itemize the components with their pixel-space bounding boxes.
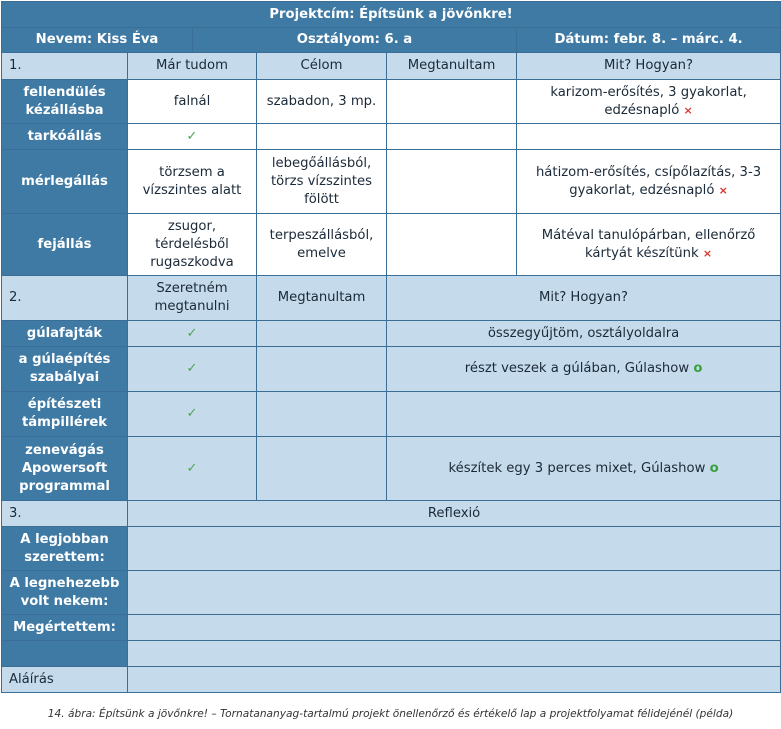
topic-label: építészeti támpillérek [2,392,128,437]
how-cell [517,214,781,276]
reflection-answer [128,527,781,571]
topic-label: gúlafajták [2,321,128,347]
how-text: hátizom-erősítés, csípőlazítás, 3-3 gyakorlat, edzésnapló [535,164,762,198]
reflection-row [2,571,781,615]
how-cell [517,150,781,214]
table-row [2,392,781,437]
col-learned: Megtanultam [387,53,517,80]
section1-header-row [2,53,781,80]
how-cell [517,80,781,124]
signature-label: Aláírás [2,667,128,693]
circle-mark-icon: o [709,460,719,476]
topic-label: a gúlaépítés szabályai [2,347,128,392]
reflection-row [2,527,781,571]
reflection-label: Megértettem: [2,615,128,641]
circle-mark-icon: o [693,361,703,376]
how-cell [387,437,781,501]
reflection-title: Reflexió [128,501,781,527]
how-cell [387,347,781,392]
knows-cell: falnál [128,80,257,124]
student-class: Osztályom: 6. a [193,28,517,53]
how-text: karizom-erősítés, 3 gyakorlat, edzésnapló [550,84,747,118]
goal-cell [257,124,387,150]
project-title: Projektcím: Építsünk a jövőnkre! [2,2,781,28]
signature-field [128,667,781,693]
reflection-label: A legjobban szerettem: [2,527,128,571]
check-mark-icon: ✓ [128,392,257,437]
skill-label: mérlegállás [2,150,128,214]
table-row [2,80,781,124]
reflection-row [2,641,781,667]
student-name: Nevem: Kiss Éva [2,28,193,53]
table-row [2,214,781,276]
reflection-answer [128,571,781,615]
goal-cell: szabadon, 3 mp. [257,80,387,124]
how-text: készítek egy 3 perces mixet, Gúlashow [448,460,706,476]
section2-number: 2. [2,276,128,321]
skill-label: fejállás [2,214,128,276]
info-row [2,28,781,53]
learned-cell [257,321,387,347]
how-text: Mátéval tanulópárban, ellenőrző kártyát készítünk [541,227,756,261]
learned-cell [387,214,517,276]
reflection-answer [128,641,781,667]
table-row [2,150,781,214]
evaluation-table [1,1,781,693]
check-mark-icon: ✓ [128,347,257,392]
col-how: Mit? Hogyan? [387,276,781,321]
topic-label: zenevágás Apowersoft programmal [2,437,128,501]
knows-cell: zsugor, térdelésből rugaszkodva [128,214,257,276]
signature-row [2,667,781,693]
how-cell [387,392,781,437]
reflection-label [2,641,128,667]
check-mark-icon: ✓ [128,321,257,347]
table-row [2,347,781,392]
cross-mark-icon: × [718,183,728,197]
reflection-row [2,615,781,641]
col-learned: Megtanultam [257,276,387,321]
goal-cell: terpeszállásból, emelve [257,214,387,276]
learned-cell [257,437,387,501]
how-text: részt veszek a gúlában, Gúlashow [464,361,690,376]
skill-label: tarkóállás [2,124,128,150]
reflection-answer [128,615,781,641]
cross-mark-icon: × [683,103,693,117]
goal-cell: lebegőállásból, törzs vízszintes fölött [257,150,387,214]
col-want: Szeretném megtanulni [128,276,257,321]
col-goal: Célom [257,53,387,80]
section3-header-row [2,501,781,527]
figure-caption: 14. ábra: Építsünk a jövőnkre! – Tornatananyag-tartalmú projekt önellenőrző és értékelő lap a projektfolyamat félidejénél (példa) [47,708,734,720]
learned-cell [387,124,517,150]
learned-cell [387,80,517,124]
section1-number: 1. [2,53,128,80]
title-row [2,2,781,28]
table-row [2,124,781,150]
table-row [2,437,781,501]
learned-cell [387,150,517,214]
reflection-label: A legnehezebb volt nekem: [2,571,128,615]
check-mark-icon: ✓ [128,437,257,501]
col-how: Mit? Hogyan? [517,53,781,80]
learned-cell [257,347,387,392]
skill-label: fellendülés kézállásba [2,80,128,124]
how-cell [517,124,781,150]
cross-mark-icon: × [702,246,713,260]
section2-header-row [2,276,781,321]
how-cell: összegyűjtöm, osztályoldalra [387,321,781,347]
evaluation-sheet [1,1,780,693]
check-mark-icon: ✓ [128,124,257,150]
section3-number: 3. [2,501,128,527]
knows-cell: törzsem a vízszintes alatt [128,150,257,214]
learned-cell [257,392,387,437]
date-range: Dátum: febr. 8. – márc. 4. [517,28,781,53]
table-row [2,321,781,347]
col-knows: Már tudom [128,53,257,80]
